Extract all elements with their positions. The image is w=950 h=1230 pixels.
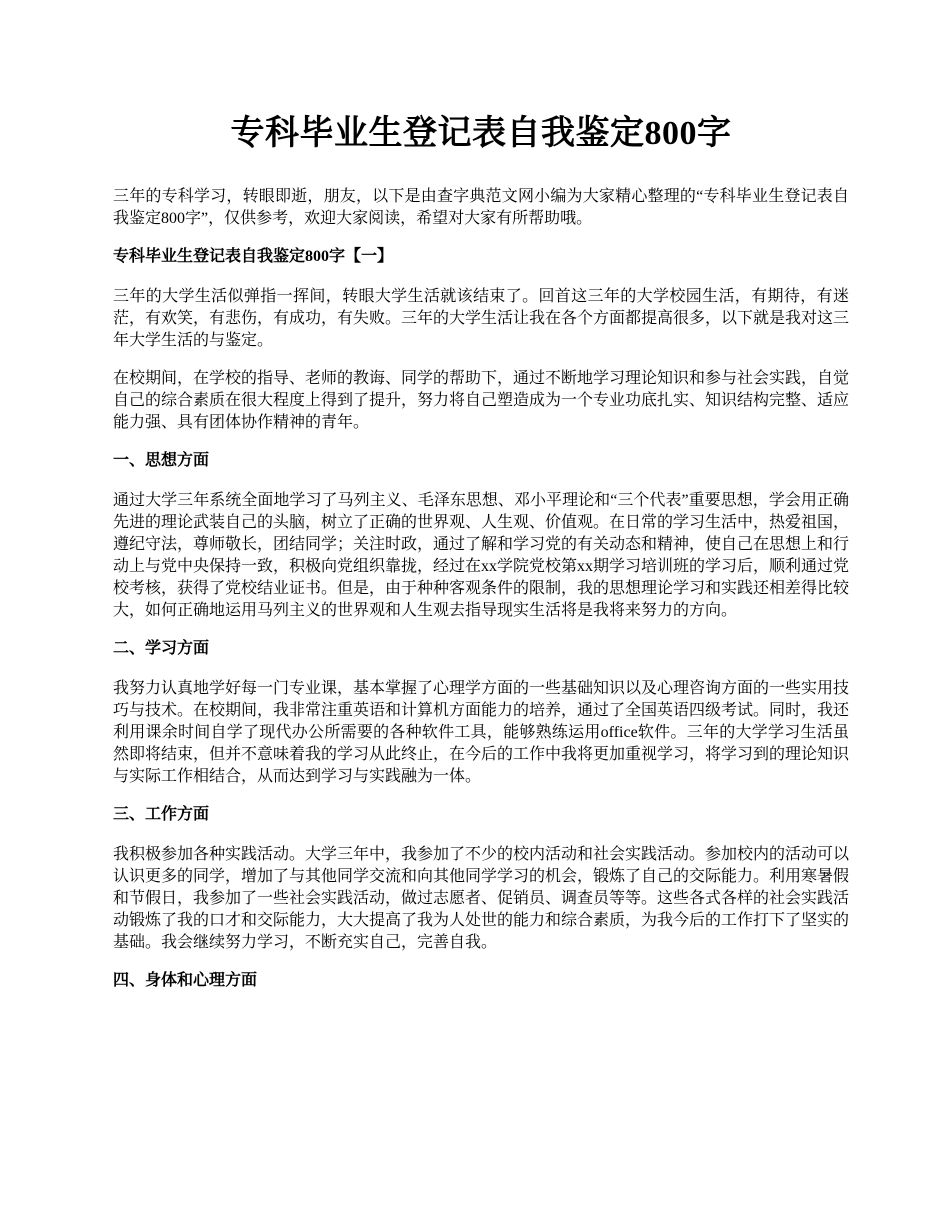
- heading-study: 二、学习方面: [113, 640, 210, 657]
- heading-ideology: 一、思想方面: [113, 452, 210, 469]
- heading-work: 三、工作方面: [113, 806, 210, 823]
- intro-paragraph: 三年的专科学习，转眼即逝，朋友，以下是由查字典范文网小编为大家精心整理的“专科毕业生登记表自我鉴定800字”，仅供参考，欢迎大家阅读，希望对大家有所帮助哦。: [113, 188, 849, 227]
- paragraph-opening: 三年的大学生活似弹指一挥间，转眼大学生活就该结束了。回首这三年的大学校园生活，有期待，有迷茫，有欢笑，有悲伤，有成功，有失败。三年的大学生活让我在各个方面都提高很多，以下就是我对这三年大学生活的与鉴定。: [113, 288, 850, 349]
- section-title: 专科毕业生登记表自我鉴定800字【一】: [113, 248, 394, 265]
- document-page: [113, 112, 849, 1010]
- paragraph-study: 我努力认真地学好每一门专业课，基本掌握了心理学方面的一些基础知识以及心理咨询方面的一些实用技巧与技术。在校期间，我非常注重英语和计算机方面能力的培养，通过了全国英语四级考试。同时，我还利用课余时间自学了现代办公所需要的各种软件工具，能够熟练运用office软件。三年的大学学习生活虽然即将结束，但并不意味着我的学习从此终止，在今后的工作中我将更加重视学习，将学习到的理论知识与实际工作相结合，从而达到学习与实践融为一体。: [113, 680, 850, 785]
- paragraph-work: 我积极参加各种实践活动。大学三年中，我参加了不少的校内活动和社会实践活动。参加校内的活动可以认识更多的同学，增加了与其他同学交流和向其他同学学习的机会，锻炼了自己的交际能力。利用寒暑假和节假日，我参加了一些社会实践活动，做过志愿者、促销员、调查员等等。这些各式各样的社会实践活动锻炼了我的口才和交际能力，大大提高了我为人处世的能力和综合素质，为我今后的工作打下了坚实的基础。我会继续努力学习，不断充实自己，完善自我。: [113, 846, 850, 951]
- document-title: 专科毕业生登记表自我鉴定800字: [230, 115, 732, 152]
- paragraph-overview: 在校期间，在学校的指导、老师的教诲、同学的帮助下，通过不断地学习理论知识和参与社会实践，自觉自己的综合素质在很大程度上得到了提升，努力将自己塑造成为一个专业功底扎实、知识结构完整、适应能力强、具有团体协作精神的青年。: [113, 370, 850, 431]
- paragraph-ideology: 通过大学三年系统全面地学习了马列主义、毛泽东思想、邓小平理论和“三个代表”重要思想，学会用正确先进的理论武装自己的头脑，树立了正确的世界观、人生观、价值观。在日常的学习生活中，热爱祖国，遵纪守法，尊师敬长，团结同学；关注时政，通过了解和学习党的有关动态和精神，使自己在思想上和行动上与党中央保持一致，积极向党组织靠拢，经过在xx学院党校第xx期学习培训班的学习后，顺利通过党校考核，获得了党校结业证书。但是，由于种种客观条件的限制，我的思想理论学习和实践还相差得比较大，如何正确地运用马列主义的世界观和人生观去指导现实生活将是我将来努力的方向。: [113, 492, 850, 619]
- heading-health: 四、身体和心理方面: [113, 972, 258, 989]
